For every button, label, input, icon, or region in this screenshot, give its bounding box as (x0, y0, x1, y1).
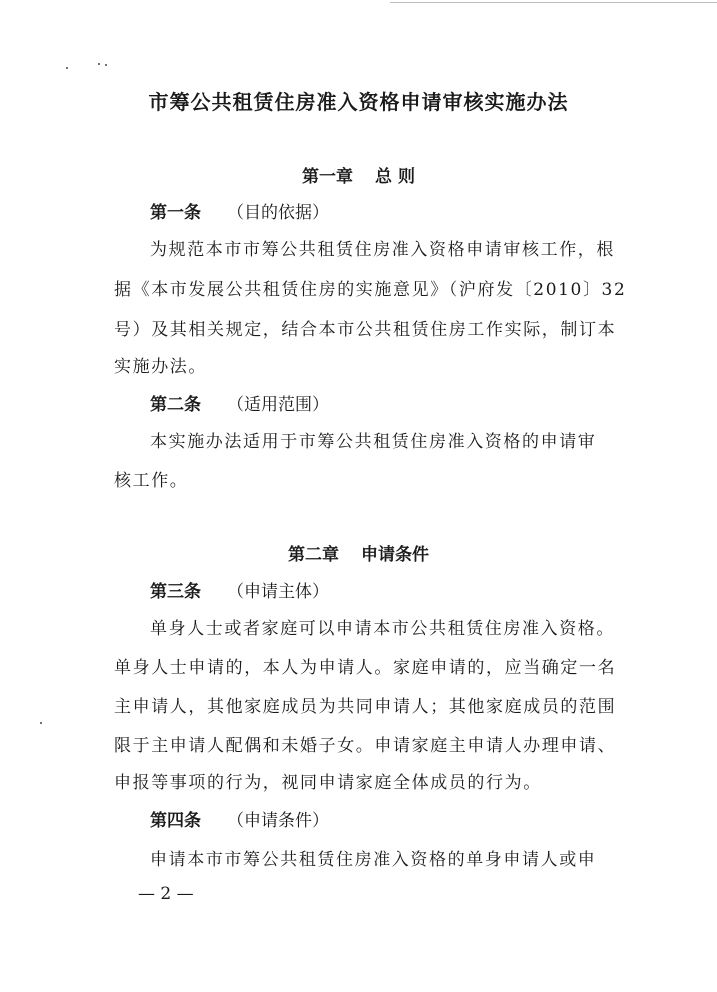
scan-speck (98, 63, 100, 65)
article-title: （目的依据） (227, 203, 329, 223)
paragraph-line: 据《本市发展公共租赁住房的实施意见》（沪府发〔2010〕32 (114, 280, 627, 300)
article-heading (150, 806, 329, 831)
page-number: — 2 — (138, 884, 194, 904)
article-title: （适用范围） (227, 395, 329, 415)
paragraph-line: 申报等事项的行为，视同申请家庭全体成员的行为。 (114, 773, 542, 793)
paragraph-line: 实施办法。 (114, 357, 207, 377)
article-title: （申请条件） (227, 811, 329, 831)
chapter-label: 第一章 (302, 167, 354, 187)
article-number: 第四条 (150, 811, 201, 831)
scan-speck (66, 67, 68, 69)
article-number: 第一条 (150, 203, 201, 223)
article-heading (150, 390, 329, 415)
paragraph-line: 为规范本市市筹公共租赁住房准入资格申请审核工作，根 (150, 240, 615, 260)
paragraph-line: 本实施办法适用于市筹公共租赁住房准入资格的申请审 (150, 432, 597, 452)
paragraph-line: 限于主申请人配偶和未婚子女。申请家庭主申请人办理申请、 (114, 736, 617, 756)
document-title: 市筹公共租赁住房准入资格申请审核实施办法 (148, 90, 569, 114)
paragraph-line: 号）及其相关规定，结合本市公共租赁住房工作实际，制订本 (114, 320, 617, 340)
chapter-heading (0, 540, 717, 565)
paragraph-line: 单身人士或者家庭可以申请本市公共租赁住房准入资格。 (150, 619, 615, 639)
scan-speck (105, 64, 107, 66)
chapter-label: 第二章 (288, 545, 339, 565)
chapter-heading (0, 162, 717, 187)
scan-edge-line (390, 2, 717, 3)
paragraph-line: 单身人士申请的，本人为申请人。家庭申请的，应当确定一名 (114, 658, 617, 678)
article-heading (150, 198, 329, 223)
article-heading (150, 577, 329, 602)
article-number: 第三条 (150, 582, 201, 602)
chapter-name: 总 则 (375, 167, 415, 187)
article-number: 第二条 (150, 395, 201, 415)
article-title: （申请主体） (227, 582, 329, 602)
paragraph-line: 主申请人，其他家庭成员为共同申请人；其他家庭成员的范围 (114, 697, 617, 717)
chapter-name: 申请条件 (361, 545, 429, 565)
paragraph-line: 申请本市市筹公共租赁住房准入资格的单身申请人或申 (150, 850, 597, 870)
paragraph-line: 核工作。 (114, 471, 189, 491)
scan-speck (40, 722, 42, 724)
